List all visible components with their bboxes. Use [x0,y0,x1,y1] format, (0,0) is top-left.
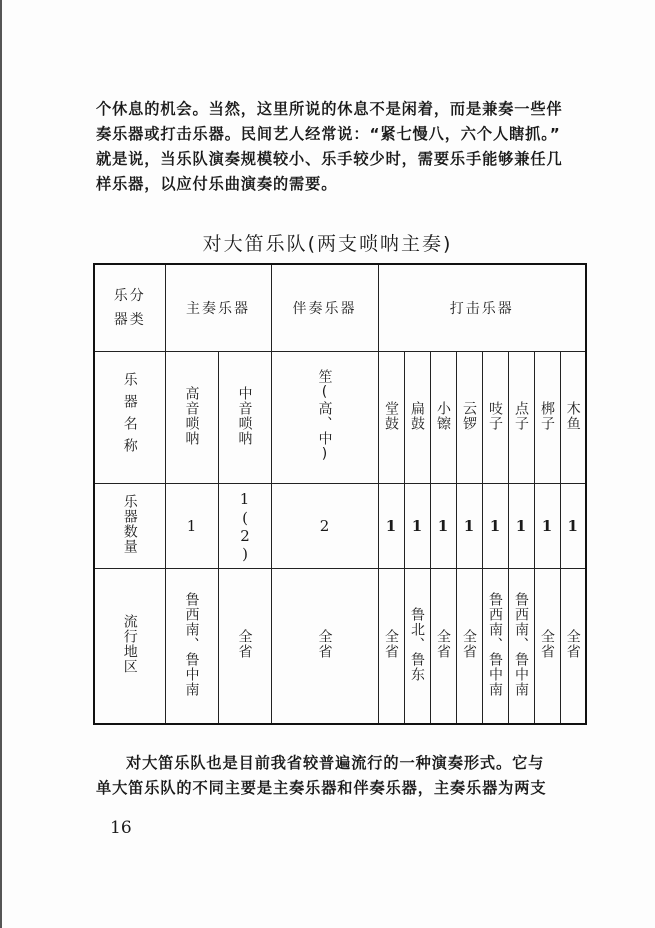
percussion-label: 打击乐器 [449,301,514,317]
counts-row [94,484,586,569]
row-label-regions [94,569,165,725]
name-cell [456,352,482,484]
regions-row [94,569,586,725]
name-cell [508,352,534,484]
instrument-count: 1 [489,517,501,535]
region-cell [378,569,404,725]
name-cell [560,352,586,484]
instrument-region: 全省 [236,629,253,659]
main-instruments-header [165,264,271,352]
region-cell [271,569,378,725]
instrument-name: 梆子 [539,400,555,431]
region-cell [456,569,482,725]
accomp-instruments-label: 伴奏乐器 [292,301,357,317]
percussion-header [378,264,586,352]
instrument-name: 中音唢呐 [236,385,253,446]
instrument-name: 木鱼 [564,400,581,431]
instrument-count-note: (2) [236,509,254,563]
instrument-table [93,263,587,725]
table-title: 对大笛乐队(两支唢呐主奏) [202,233,453,255]
count-cell [378,484,404,569]
instrument-name: 高音唢呐 [183,385,200,446]
region-cell [430,569,456,725]
text-line: 样乐器，以应付乐曲演奏的需要。 [96,175,338,193]
region-cell [218,569,271,725]
text-line: 奏乐器或打击乐器。民间艺人经常说：“紧七慢八，六个人瞎抓。” [96,125,561,143]
count-cell [271,484,378,569]
row-label-names [94,352,165,484]
name-cell [165,352,218,484]
instrument-region: 全省 [435,629,451,659]
count-cell [404,484,430,569]
scan-edge-line [0,0,2,928]
count-cell [560,484,586,569]
names-row [94,352,586,484]
instrument-region: 鲁西南、鲁中南 [183,591,200,697]
instrument-name: 堂鼓 [383,400,399,431]
count-cell [534,484,560,569]
instrument-count: 1 [437,517,449,535]
count-cell [482,484,508,569]
row-label-text: 流行地区 [121,614,138,674]
count-cell [218,484,271,569]
header-row [94,264,586,352]
instrument-region: 鲁西南、鲁中南 [513,591,529,697]
row-label-counts [94,484,165,569]
instrument-count: 1 [411,517,423,535]
text-line: 对大笛乐队也是目前我省较普遍流行的一种演奏形式。它与 [126,754,545,772]
region-cell [404,569,430,725]
instrument-count: 1 [515,517,527,535]
name-cell [430,352,456,484]
text-line: 单大笛乐队的不同主要是主奏乐器和伴奏乐器，主奏乐器为两支 [96,779,547,797]
name-cell [534,352,560,484]
instrument-count: 1 [385,517,397,535]
instrument-count: 1 [186,517,197,535]
paragraph-top [96,97,600,197]
instrument-count: 2 [319,517,330,535]
instrument-region: 鲁西南、鲁中南 [487,591,503,697]
instrument-name: 吱子 [487,400,503,431]
instrument-region: 全省 [461,629,477,659]
region-cell [482,569,508,725]
count-cell [456,484,482,569]
instrument-region: 鲁北、鲁东 [409,606,425,682]
region-cell [560,569,586,725]
instrument-name: 扁鼓 [409,400,425,431]
page-number: 16 [110,818,132,838]
instrument-name: 点子 [513,400,529,431]
instrument-region: 全省 [383,629,399,659]
name-cell [218,352,271,484]
corner-header-line2: 器类 [113,312,146,328]
instrument-region: 全省 [316,629,333,659]
corner-header-cell [94,264,165,352]
text-line: 个休息的机会。当然，这里所说的休息不是闲着，而是兼奏一些伴 [96,100,563,118]
count-cell [508,484,534,569]
instrument-region: 全省 [539,629,555,659]
region-cell [534,569,560,725]
instrument-count: 1 [541,517,553,535]
instrument-count: 1 [463,517,475,535]
text-line: 就是说，当乐队演奏规模较小、乐手较少时，需要乐手能够兼任几 [96,150,563,168]
instrument-name: 云锣 [461,400,477,431]
main-instruments-label: 主奏乐器 [186,301,250,317]
paragraph-bottom [96,751,600,801]
instrument-name: 小镲 [435,400,451,431]
name-cell [378,352,404,484]
count-cell [430,484,456,569]
name-cell [482,352,508,484]
accomp-instruments-header [271,264,378,352]
corner-header-line1: 乐分 [113,288,146,304]
count-cell [165,484,218,569]
instrument-region: 全省 [564,629,581,659]
instrument-name: 笙(高、中) [316,368,333,463]
region-cell [165,569,218,725]
instrument-count: 1 [567,517,578,535]
name-cell [271,352,378,484]
row-label-text: 乐器数量 [121,494,138,554]
instrument-count: 1 [239,490,250,508]
row-label-text: 乐器名称 [121,371,138,460]
name-cell [404,352,430,484]
region-cell [508,569,534,725]
